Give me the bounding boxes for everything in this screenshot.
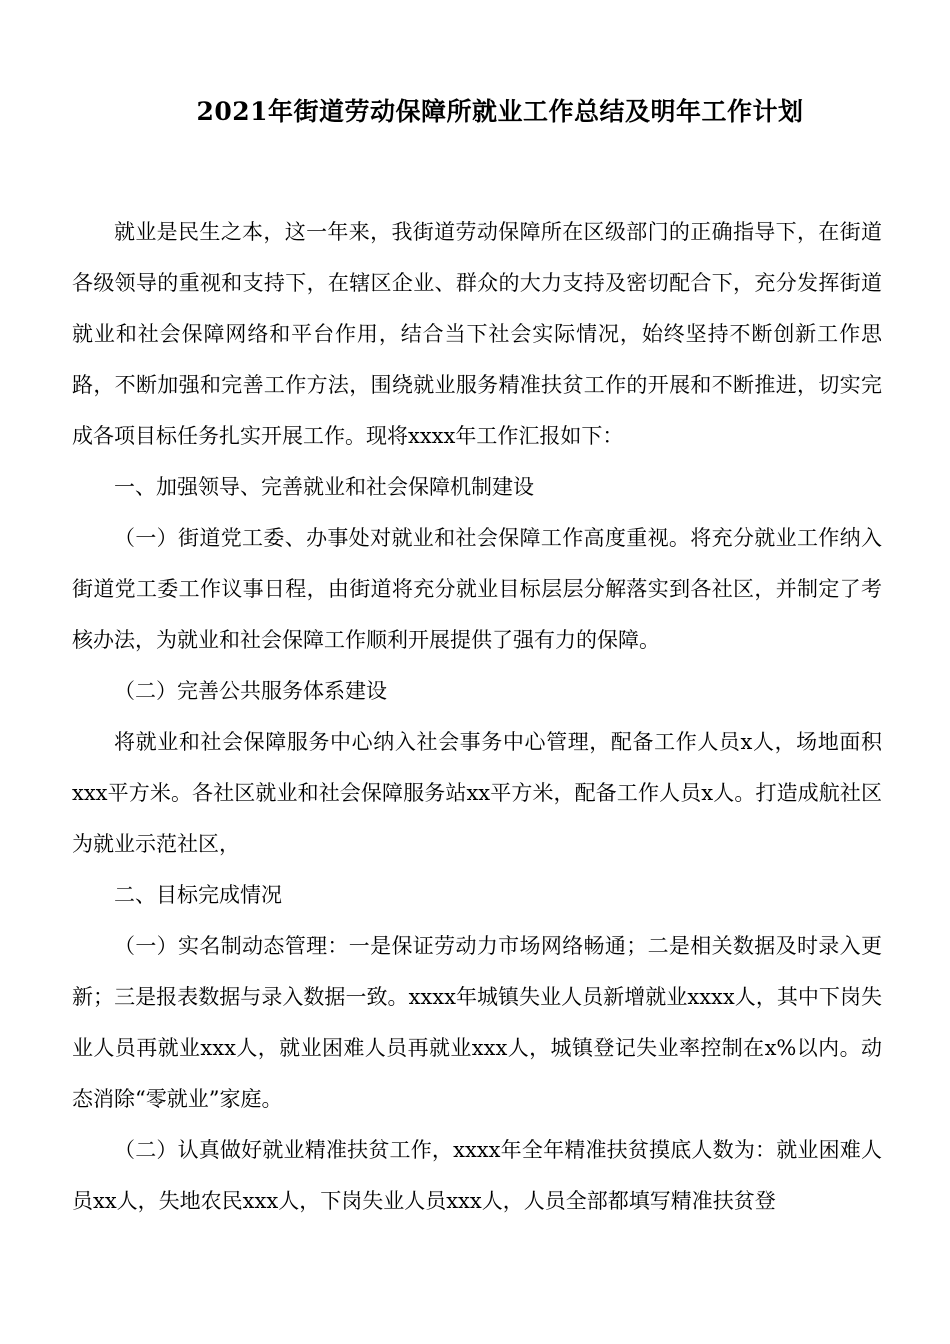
subsection-paragraph-1-1: （一）街道党工委、办事处对就业和社会保障工作高度重视。将充分就业工作纳入街道党工委工作议事日程，由街道将充分就业目标层层分解落实到各社区，并制定了考核办法，为就业和社会保障工作顺利开展提供了强有力的保障。	[72, 526, 882, 652]
subsection-paragraph-2-1: （一）实名制动态管理：一是保证劳动力市场网络畅通；二是相关数据及时录入更新；三是报表数据与录入数据一致。xxxx年城镇失业人员新增就业xxxx人，其中下岗失业人员再就业xxx人，就业困难人员再就业xxx人，城镇登记失业率控制在x%以内。动态消除“零就业”家庭。	[72, 934, 882, 1111]
section-heading-2: 二、目标完成情况	[114, 883, 282, 907]
subsection-paragraph-1-2: 将就业和社会保障服务中心纳入社会事务中心管理，配备工作人员x人，场地面积xxx平方米。各社区就业和社会保障服务站xx平方米，配备工作人员x人。打造成航社区为就业示范社区，	[72, 730, 882, 856]
document-title: 2021年街道劳动保障所就业工作总结及明年工作计划	[196, 97, 804, 126]
intro-paragraph: 就业是民生之本，这一年来，我街道劳动保障所在区级部门的正确指导下，在街道各级领导的重视和支持下，在辖区企业、群众的大力支持及密切配合下，充分发挥街道就业和社会保障网络和平台作用，结合当下社会实际情况，始终坚持不断创新工作思路，不断加强和完善工作方法，围绕就业服务精准扶贫工作的开展和不断推进，切实完成各项目标任务扎实开展工作。现将xxxx年工作汇报如下：	[72, 220, 882, 448]
document-body	[72, 207, 882, 1227]
section-heading-1: 一、加强领导、完善就业和社会保障机制建设	[114, 475, 534, 499]
subsection-paragraph-2-2: （二）认真做好就业精准扶贫工作，xxxx年全年精准扶贫摸底人数为：就业困难人员xx人，失地农民xxx人，下岗失业人员xxx人，人员全部都填写精准扶贫登	[72, 1138, 882, 1213]
subsection-heading-1-2: （二）完善公共服务体系建设	[114, 679, 387, 703]
